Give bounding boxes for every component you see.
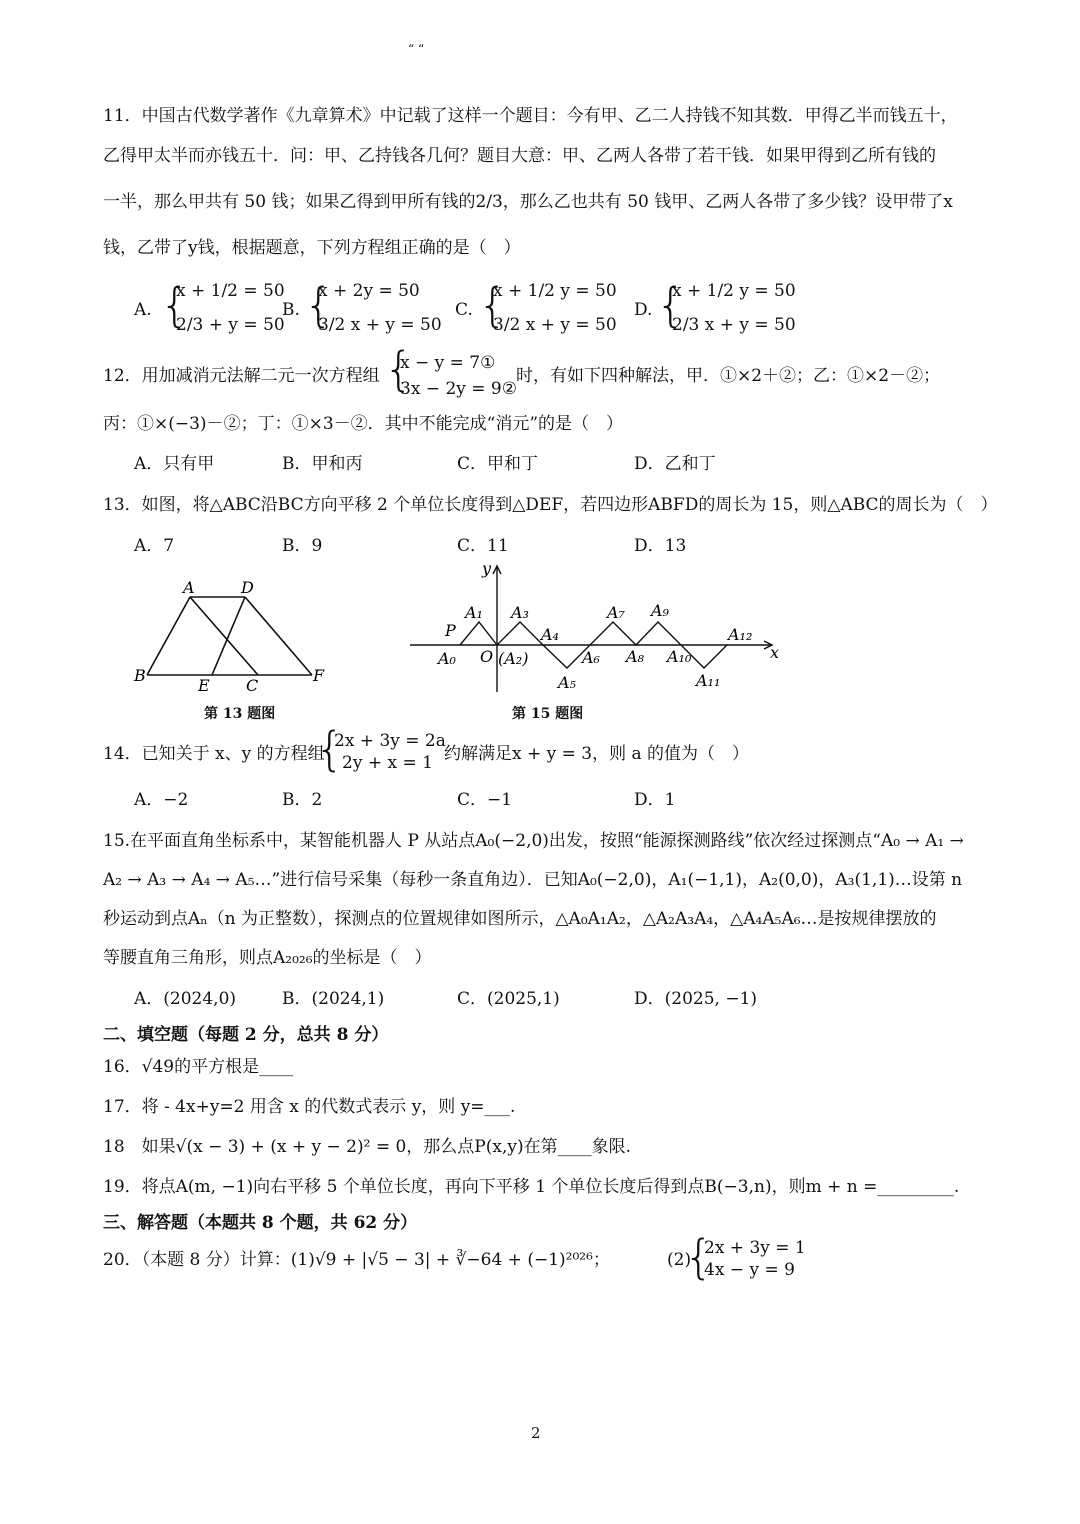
q13-option-a: A．7 — [134, 536, 175, 556]
q12-option-c: C．甲和丁 — [457, 454, 539, 474]
question-17: 17．将 - 4x+y=2 用含 x 的代数式表示 y，则 y=___. — [103, 1097, 516, 1117]
label-a: A — [183, 578, 195, 597]
q11-line-2: 乙得甲太半而亦钱五十．问：甲、乙持钱各几何？题目大意：甲、乙两人各带了若干钱．如果甲得到乙所有钱的 — [103, 146, 936, 166]
label-b: B — [134, 666, 146, 685]
q11-option-a-eq1: x + 1/2 = 50 — [176, 281, 285, 301]
q12-line-1b: 时，有如下四种解法，甲．①×2＋②；乙：①×2－②； — [516, 366, 941, 386]
brace-icon: { — [478, 278, 508, 332]
q11-option-a-eq2: 2/3 + y = 50 — [176, 315, 285, 335]
q15-option-c: C．(2025,1) — [457, 989, 560, 1009]
label-a11: A₁₁ — [696, 671, 721, 690]
label-a3: A₃ — [511, 603, 529, 622]
label-c: C — [246, 676, 259, 695]
label-a5: A₅ — [558, 673, 576, 692]
q11-option-c-label: C. — [455, 300, 473, 320]
q12-line-1a: 12．用加减消元法解二元一次方程组 — [103, 366, 380, 386]
question-19: 19．将点A(m, −1)向右平移 5 个单位长度，再向下平移 1 个单位长度后得到点B(−3,n)，则m + n =_________. — [103, 1177, 960, 1197]
q12-line-2: 丙：①×(−3)－②；丁：①×3－②．其中不能完成“消元”的是（ ） — [103, 414, 624, 434]
figure-15-caption: 第 15 题图 — [512, 706, 584, 722]
label-e: E — [198, 676, 210, 695]
question-18: 18 如果√(x − 3) + (x + y − 2)² = 0，那么点P(x,y)在第____象限. — [103, 1137, 631, 1157]
label-y: y — [482, 559, 492, 578]
label-a7: A₇ — [607, 603, 625, 622]
segment-de — [212, 597, 245, 675]
label-x: x — [770, 643, 780, 662]
brace-icon: { — [304, 278, 334, 332]
q11-option-a-label: A. — [134, 300, 152, 320]
label-a10: A₁₀ — [667, 647, 692, 666]
q11-option-b-eq2: 3/2 x + y = 50 — [318, 315, 442, 335]
q20-eq2: 4x − y = 9 — [704, 1260, 795, 1280]
figure-13 — [125, 575, 345, 695]
q14-option-a: A．−2 — [134, 790, 189, 810]
label-o: O — [480, 647, 494, 666]
q13-option-b: B．9 — [282, 536, 323, 556]
q13-option-d: D．13 — [634, 536, 687, 556]
q20-eq1: 2x + 3y = 1 — [704, 1238, 806, 1258]
section-3-heading: 三、解答题（本题共 8 个题，共 62 分） — [103, 1213, 418, 1233]
q14-eq1: 2x + 3y = 2a — [334, 731, 446, 751]
label-d: D — [241, 578, 254, 597]
q15-option-a: A．(2024,0) — [134, 989, 237, 1009]
label-a4: A₄ — [541, 625, 559, 644]
q11-option-d-label: D. — [634, 300, 653, 320]
segment-df — [245, 597, 312, 675]
q12-eq1: x − y = 7① — [400, 353, 496, 373]
q14-eq2: 2y + x = 1 — [342, 753, 433, 773]
brace-icon: { — [315, 722, 345, 776]
figure-15 — [400, 558, 790, 698]
q15-option-b: B．(2024,1) — [282, 989, 385, 1009]
label-a8: A₈ — [626, 647, 644, 666]
q15-option-d: D．(2025, −1) — [634, 989, 758, 1009]
label-f: F — [313, 666, 325, 685]
q12-eq2: 3x − 2y = 9② — [400, 379, 517, 399]
q15-line-3: 秒运动到点Aₙ（n 为正整数），探测点的位置规律如图所示，△A₀A₁A₂，△A₂A₃A₄，△A₄A₅A₆…是按规律摆放的 — [103, 909, 937, 929]
q11-line-3: 一半，那么甲共有 50 钱；如果乙得到甲所有钱的2/3，那么乙也共有 50 钱甲、乙两人各带了多少钱？设甲带了x — [103, 192, 953, 212]
q11-option-b-label: B. — [282, 300, 300, 320]
figure-13-caption: 第 13 题图 — [204, 706, 276, 722]
label-a12: A₁₂ — [728, 625, 753, 644]
page-number: 2 — [531, 1424, 541, 1442]
top-marks: “ “ — [408, 42, 425, 56]
brace-icon: { — [656, 278, 686, 332]
q13-option-c: C．11 — [457, 536, 509, 556]
q11-line-1: 11．中国古代数学著作《九章算术》中记载了这样一个题目：今有甲、乙二人持钱不知其数．甲得乙半而钱五十， — [103, 106, 958, 126]
q11-option-d-eq2: 2/3 x + y = 50 — [672, 315, 796, 335]
q11-line-4: 钱，乙带了y钱，根据题意，下列方程组正确的是（ ） — [103, 238, 521, 258]
brace-icon: { — [684, 1230, 714, 1284]
q14-line-a: 14．已知关于 x、y 的方程组 — [103, 744, 325, 764]
section-2-heading: 二、填空题（每题 2 分，总共 8 分） — [103, 1025, 389, 1045]
label-a1: A₁ — [465, 603, 483, 622]
q14-option-c: C．−1 — [457, 790, 513, 810]
q20-part-1: 20．（本题 8 分）计算：(1)√9 + |√5 − 3| + ∛−64 + (−1)²⁰²⁶； — [103, 1250, 610, 1270]
q12-option-a: A．只有甲 — [134, 454, 215, 474]
q20-part-2-label: (2) — [667, 1250, 692, 1270]
q11-option-c-eq1: x + 1/2 y = 50 — [493, 281, 617, 301]
q12-option-b: B．甲和丙 — [282, 454, 363, 474]
brace-icon: { — [160, 278, 190, 332]
q14-option-b: B．2 — [282, 790, 323, 810]
label-a6: A₆ — [582, 648, 600, 667]
brace-icon: { — [384, 342, 414, 396]
segment-ab — [147, 597, 190, 675]
q15-line-1: 15.在平面直角坐标系中，某智能机器人 P 从站点A₀(−2,0)出发，按照“能源探测路线”依次经过探测点“A₀ → A₁ → — [103, 831, 964, 851]
q15-line-2: A₂ → A₃ → A₄ → A₅…”进行信号采集（每秒一条直角边）．已知A₀(−2,0)，A₁(−1,1)，A₂(0,0)，A₃(1,1)…设第 n — [103, 870, 963, 890]
label-a0: A₀ — [438, 649, 456, 668]
label-a9: A₉ — [651, 601, 669, 620]
q14-line-b: 约解满足x + y = 3，则 a 的值为（ ） — [444, 744, 750, 764]
segment-ac — [190, 597, 258, 675]
q11-option-c-eq2: 3/2 x + y = 50 — [493, 315, 617, 335]
q14-option-d: D．1 — [634, 790, 676, 810]
q15-line-4: 等腰直角三角形，则点A₂₀₂₆的坐标是（ ） — [103, 948, 432, 968]
q11-option-d-eq1: x + 1/2 y = 50 — [672, 281, 796, 301]
q11-option-b-eq1: x + 2y = 50 — [318, 281, 420, 301]
question-16: 16．√49的平方根是____ — [103, 1057, 294, 1077]
label-p: P — [445, 621, 456, 640]
q13-line: 13．如图，将△ABC沿BC方向平移 2 个单位长度得到△DEF，若四边形ABFD的周长为 15，则△ABC的周长为（ ） — [103, 495, 998, 515]
label-a2: (A₂) — [498, 649, 529, 668]
q12-option-d: D．乙和丁 — [634, 454, 716, 474]
